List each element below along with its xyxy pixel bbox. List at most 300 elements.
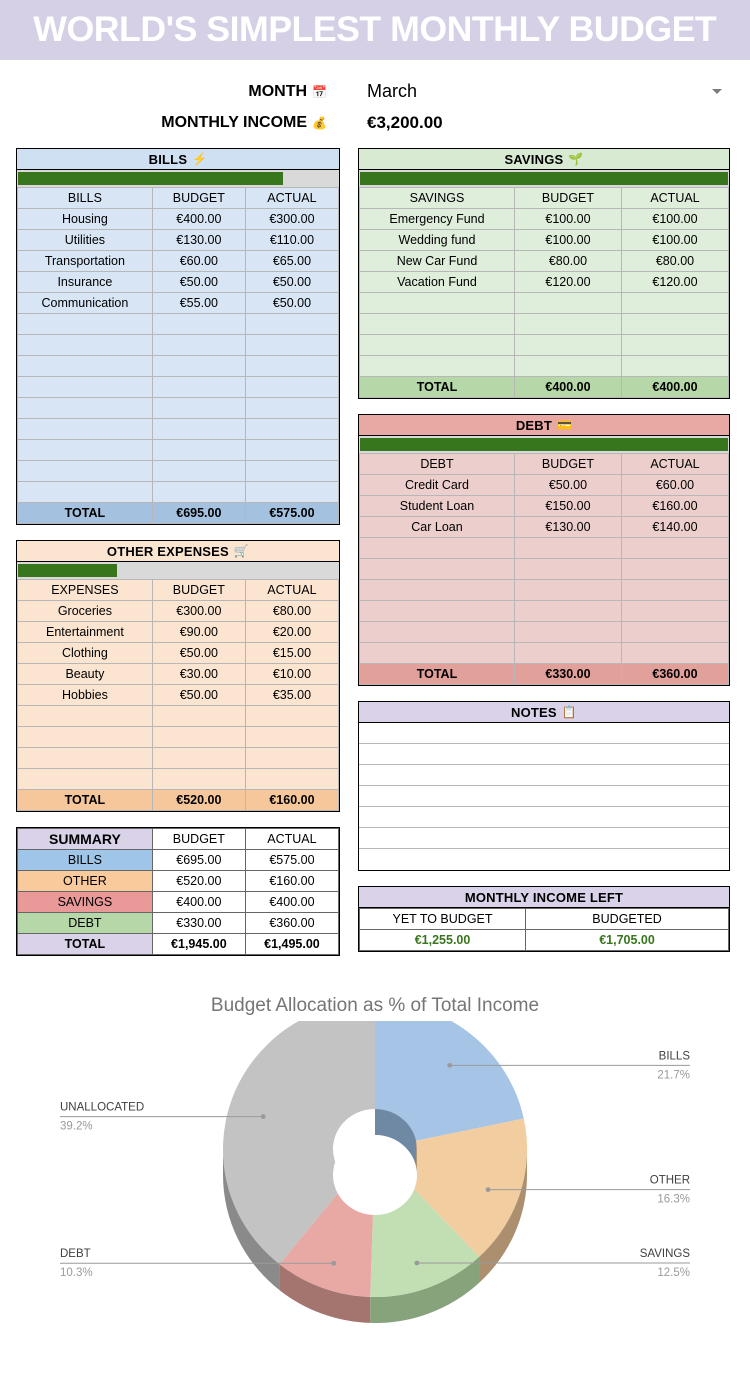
savings-table bbox=[359, 187, 729, 398]
summary-row[interactable] bbox=[18, 892, 339, 913]
table-row[interactable] bbox=[18, 748, 339, 769]
table-row[interactable] bbox=[18, 622, 339, 643]
table-cell[interactable] bbox=[360, 356, 515, 377]
column-header: BILLS bbox=[18, 188, 153, 209]
table-total-row bbox=[18, 503, 339, 524]
column-header: ACTUAL bbox=[245, 829, 338, 850]
debt-title: DEBT bbox=[515, 417, 553, 433]
total-cell: €695.00 bbox=[152, 503, 245, 524]
month-value: March bbox=[367, 81, 418, 101]
table-row[interactable] bbox=[18, 230, 339, 251]
pie-slice-label: BILLS bbox=[658, 1050, 690, 1063]
table-cell[interactable]: Vacation Fund bbox=[360, 272, 515, 293]
table-cell[interactable] bbox=[18, 461, 153, 482]
savings-header bbox=[358, 148, 730, 170]
column-header: ACTUAL bbox=[245, 580, 338, 601]
table-row[interactable] bbox=[18, 398, 339, 419]
table-row[interactable] bbox=[360, 643, 729, 664]
table-header-row bbox=[360, 454, 729, 475]
lightning-icon: ⚡ bbox=[192, 152, 208, 166]
table-cell[interactable]: €50.00 bbox=[152, 272, 245, 293]
table-cell[interactable] bbox=[360, 643, 515, 664]
notes-line[interactable] bbox=[359, 723, 729, 744]
table-cell[interactable] bbox=[245, 398, 338, 419]
table-cell[interactable]: €80.00 bbox=[514, 251, 621, 272]
table-cell[interactable]: €10.00 bbox=[245, 664, 338, 685]
table-header-row bbox=[18, 188, 339, 209]
column-header: BUDGET bbox=[514, 454, 621, 475]
table-cell[interactable] bbox=[621, 622, 728, 643]
table-cell[interactable]: €60.00 bbox=[152, 251, 245, 272]
pie-slice-percent: 21.7% bbox=[657, 1069, 690, 1082]
pie-slice-percent: 16.3% bbox=[657, 1193, 690, 1206]
income-left-table bbox=[359, 908, 729, 951]
column-header: BUDGET bbox=[152, 580, 245, 601]
table-cell[interactable]: €150.00 bbox=[514, 496, 621, 517]
debt-table-wrap bbox=[358, 453, 730, 686]
table-cell[interactable]: €55.00 bbox=[152, 293, 245, 314]
table-cell[interactable]: €100.00 bbox=[621, 230, 728, 251]
total-cell: TOTAL bbox=[18, 503, 153, 524]
summary-total-row bbox=[18, 934, 339, 955]
table-cell[interactable] bbox=[621, 335, 728, 356]
table-cell[interactable]: Beauty bbox=[18, 664, 153, 685]
summary-budget-cell[interactable]: €330.00 bbox=[152, 913, 245, 934]
table-cell[interactable]: €50.00 bbox=[514, 475, 621, 496]
notes-line[interactable] bbox=[359, 828, 729, 849]
table-row[interactable] bbox=[18, 643, 339, 664]
table-cell[interactable]: €90.00 bbox=[152, 622, 245, 643]
notes-line[interactable] bbox=[359, 744, 729, 765]
table-cell[interactable] bbox=[514, 622, 621, 643]
table-row[interactable] bbox=[360, 272, 729, 293]
summary-actual-cell[interactable]: €400.00 bbox=[245, 892, 338, 913]
notes-line[interactable] bbox=[359, 765, 729, 786]
table-cell[interactable] bbox=[152, 314, 245, 335]
debt-header bbox=[358, 414, 730, 436]
table-cell[interactable] bbox=[621, 356, 728, 377]
table-cell[interactable] bbox=[621, 643, 728, 664]
pie-slice-percent: 10.3% bbox=[60, 1267, 93, 1280]
table-header-row bbox=[360, 188, 729, 209]
bills-table bbox=[17, 187, 339, 524]
income-value-cell[interactable] bbox=[345, 113, 750, 133]
summary-category-label: DEBT bbox=[18, 913, 153, 934]
total-cell: €330.00 bbox=[514, 664, 621, 685]
table-cell[interactable] bbox=[514, 601, 621, 622]
table-cell[interactable]: €80.00 bbox=[245, 601, 338, 622]
summary-wrap bbox=[16, 827, 340, 956]
table-row[interactable] bbox=[360, 251, 729, 272]
month-select[interactable] bbox=[345, 81, 750, 102]
debt-card bbox=[358, 414, 730, 686]
budget-allocation-donut-chart bbox=[0, 1021, 750, 1331]
table-cell[interactable] bbox=[18, 356, 153, 377]
table-cell[interactable] bbox=[514, 580, 621, 601]
table-cell[interactable]: Utilities bbox=[18, 230, 153, 251]
summary-actual-cell[interactable]: €360.00 bbox=[245, 913, 338, 934]
income-value: €3,200.00 bbox=[367, 112, 443, 132]
pie-slice-percent: 12.5% bbox=[657, 1266, 690, 1279]
table-cell[interactable] bbox=[621, 580, 728, 601]
column-header: BUDGET bbox=[152, 188, 245, 209]
debt-progress-track bbox=[358, 436, 730, 453]
table-cell[interactable] bbox=[245, 461, 338, 482]
table-row[interactable] bbox=[18, 251, 339, 272]
summary-category-label: OTHER bbox=[18, 871, 153, 892]
table-cell[interactable] bbox=[245, 748, 338, 769]
notes-line[interactable] bbox=[359, 849, 729, 870]
table-row[interactable] bbox=[18, 601, 339, 622]
table-cell[interactable]: New Car Fund bbox=[360, 251, 515, 272]
table-cell[interactable] bbox=[152, 419, 245, 440]
table-cell[interactable] bbox=[152, 769, 245, 790]
table-cell[interactable] bbox=[152, 398, 245, 419]
debt-progress-fill bbox=[360, 438, 728, 451]
table-cell[interactable]: €300.00 bbox=[152, 601, 245, 622]
income-row bbox=[0, 107, 750, 138]
table-cell[interactable]: Emergency Fund bbox=[360, 209, 515, 230]
table-row[interactable] bbox=[360, 475, 729, 496]
table-cell[interactable] bbox=[621, 559, 728, 580]
table-cell[interactable] bbox=[245, 482, 338, 503]
table-cell[interactable] bbox=[621, 293, 728, 314]
summary-category-label: SAVINGS bbox=[18, 892, 153, 913]
table-cell[interactable] bbox=[514, 314, 621, 335]
table-cell[interactable]: Insurance bbox=[18, 272, 153, 293]
table-row[interactable] bbox=[18, 706, 339, 727]
table-cell[interactable]: €400.00 bbox=[152, 209, 245, 230]
table-row[interactable] bbox=[360, 314, 729, 335]
table-row[interactable] bbox=[360, 496, 729, 517]
table-cell[interactable] bbox=[514, 538, 621, 559]
table-cell[interactable] bbox=[18, 440, 153, 461]
table-total-row bbox=[360, 377, 729, 398]
table-cell[interactable] bbox=[514, 643, 621, 664]
summary-table bbox=[17, 828, 339, 955]
other-table bbox=[17, 579, 339, 811]
table-cell[interactable]: €300.00 bbox=[245, 209, 338, 230]
table-cell[interactable]: Clothing bbox=[18, 643, 153, 664]
summary-row[interactable] bbox=[18, 871, 339, 892]
table-row[interactable] bbox=[360, 559, 729, 580]
table-row[interactable] bbox=[360, 230, 729, 251]
column-header: BUDGETED bbox=[526, 909, 729, 930]
table-row[interactable] bbox=[18, 419, 339, 440]
table-cell[interactable] bbox=[621, 314, 728, 335]
chevron-down-icon[interactable] bbox=[712, 89, 722, 94]
table-cell[interactable] bbox=[360, 314, 515, 335]
total-cell: €160.00 bbox=[245, 790, 338, 811]
other-progress-track bbox=[16, 562, 340, 579]
table-row[interactable] bbox=[18, 664, 339, 685]
column-header: ACTUAL bbox=[621, 188, 728, 209]
table-cell[interactable] bbox=[245, 706, 338, 727]
table-row[interactable] bbox=[18, 440, 339, 461]
month-label bbox=[0, 83, 345, 101]
table-cell[interactable] bbox=[152, 727, 245, 748]
table-cell[interactable] bbox=[152, 377, 245, 398]
table-cell[interactable] bbox=[18, 482, 153, 503]
table-cell[interactable]: €30.00 bbox=[152, 664, 245, 685]
table-cell[interactable]: €65.00 bbox=[245, 251, 338, 272]
column-header: BUDGET bbox=[514, 188, 621, 209]
total-cell: €520.00 bbox=[152, 790, 245, 811]
table-cell[interactable] bbox=[245, 377, 338, 398]
table-cell[interactable]: Groceries bbox=[18, 601, 153, 622]
table-row[interactable] bbox=[18, 377, 339, 398]
total-cell: €360.00 bbox=[621, 664, 728, 685]
table-cell[interactable] bbox=[152, 356, 245, 377]
table-cell[interactable]: €100.00 bbox=[514, 209, 621, 230]
table-cell[interactable] bbox=[18, 748, 153, 769]
income-label bbox=[0, 114, 345, 132]
summary-actual-cell[interactable]: €160.00 bbox=[245, 871, 338, 892]
table-cell[interactable] bbox=[514, 559, 621, 580]
other-table-wrap bbox=[16, 579, 340, 812]
table-cell[interactable] bbox=[18, 314, 153, 335]
table-cell[interactable]: Housing bbox=[18, 209, 153, 230]
table-cell[interactable] bbox=[245, 440, 338, 461]
table-cell[interactable]: €140.00 bbox=[621, 517, 728, 538]
table-cell[interactable]: Entertainment bbox=[18, 622, 153, 643]
table-cell[interactable] bbox=[360, 601, 515, 622]
notes-line[interactable] bbox=[359, 807, 729, 828]
column-header: BUDGET bbox=[152, 829, 245, 850]
table-cell[interactable]: Car Loan bbox=[360, 517, 515, 538]
table-total-row bbox=[18, 790, 339, 811]
table-row[interactable] bbox=[18, 769, 339, 790]
table-cell[interactable]: €100.00 bbox=[514, 230, 621, 251]
table-cell[interactable]: Hobbies bbox=[18, 685, 153, 706]
table-cell[interactable]: €15.00 bbox=[245, 643, 338, 664]
table-cell[interactable] bbox=[360, 293, 515, 314]
table-cell[interactable]: €50.00 bbox=[245, 272, 338, 293]
total-cell: TOTAL bbox=[18, 790, 153, 811]
table-row[interactable] bbox=[360, 622, 729, 643]
table-cell[interactable] bbox=[514, 356, 621, 377]
income-left-header-row bbox=[360, 909, 729, 930]
income-left-value: €1,705.00 bbox=[526, 930, 729, 951]
table-cell[interactable] bbox=[18, 727, 153, 748]
clipboard-icon: 📋 bbox=[561, 705, 577, 719]
savings-progress-fill bbox=[360, 172, 728, 185]
table-cell[interactable] bbox=[18, 706, 153, 727]
table-cell[interactable]: Wedding fund bbox=[360, 230, 515, 251]
column-header: SAVINGS bbox=[360, 188, 515, 209]
bills-title: BILLS bbox=[148, 151, 188, 167]
table-row[interactable] bbox=[360, 517, 729, 538]
savings-table-wrap bbox=[358, 187, 730, 399]
table-row[interactable] bbox=[360, 293, 729, 314]
table-cell[interactable]: €35.00 bbox=[245, 685, 338, 706]
seedling-icon: 🌱 bbox=[568, 152, 584, 166]
table-cell[interactable] bbox=[514, 335, 621, 356]
bills-header bbox=[16, 148, 340, 170]
table-cell[interactable] bbox=[18, 377, 153, 398]
table-cell[interactable]: €50.00 bbox=[152, 685, 245, 706]
other-progress-fill bbox=[18, 564, 117, 577]
table-total-row bbox=[360, 664, 729, 685]
top-info-block bbox=[0, 60, 750, 148]
right-column bbox=[358, 148, 730, 967]
table-cell[interactable]: €160.00 bbox=[621, 496, 728, 517]
pie-leader-dot bbox=[261, 1114, 266, 1119]
total-cell: TOTAL bbox=[360, 664, 515, 685]
table-cell[interactable] bbox=[514, 293, 621, 314]
page-banner bbox=[0, 0, 750, 60]
table-cell[interactable] bbox=[360, 559, 515, 580]
total-cell: €575.00 bbox=[245, 503, 338, 524]
total-cell: €400.00 bbox=[514, 377, 621, 398]
table-row[interactable] bbox=[360, 601, 729, 622]
summary-title-cell: SUMMARY bbox=[18, 829, 153, 850]
summary-card bbox=[16, 827, 340, 956]
table-cell[interactable] bbox=[245, 727, 338, 748]
notes-body bbox=[358, 723, 730, 871]
pie-slice-label: OTHER bbox=[649, 1174, 690, 1187]
table-cell[interactable]: €110.00 bbox=[245, 230, 338, 251]
income-left-card bbox=[358, 886, 730, 952]
table-header-row bbox=[18, 580, 339, 601]
notes-line[interactable] bbox=[359, 786, 729, 807]
table-cell[interactable]: €60.00 bbox=[621, 475, 728, 496]
table-row[interactable] bbox=[18, 314, 339, 335]
notes-header bbox=[358, 701, 730, 723]
table-cell[interactable] bbox=[152, 335, 245, 356]
savings-card bbox=[358, 148, 730, 399]
table-cell[interactable] bbox=[152, 482, 245, 503]
table-cell[interactable] bbox=[621, 538, 728, 559]
table-cell[interactable] bbox=[152, 440, 245, 461]
summary-row[interactable] bbox=[18, 850, 339, 871]
table-cell[interactable] bbox=[18, 419, 153, 440]
shopping-cart-icon: 🛒 bbox=[233, 544, 250, 558]
income-left-values-row bbox=[360, 930, 729, 951]
table-cell[interactable] bbox=[245, 419, 338, 440]
notes-title: NOTES bbox=[511, 704, 557, 720]
income-left-header bbox=[358, 886, 730, 908]
table-row[interactable] bbox=[360, 335, 729, 356]
month-row bbox=[0, 76, 750, 107]
table-cell[interactable] bbox=[152, 748, 245, 769]
money-bag-icon: 💰 bbox=[312, 115, 327, 130]
table-row[interactable] bbox=[360, 209, 729, 230]
summary-row[interactable] bbox=[18, 913, 339, 934]
bills-progress-track bbox=[16, 170, 340, 187]
table-row[interactable] bbox=[18, 272, 339, 293]
table-cell[interactable]: Transportation bbox=[18, 251, 153, 272]
table-cell[interactable] bbox=[360, 622, 515, 643]
summary-header-row bbox=[18, 829, 339, 850]
table-cell[interactable]: Credit Card bbox=[360, 475, 515, 496]
pie-slice-label: DEBT bbox=[60, 1248, 91, 1261]
credit-card-icon: 💳 bbox=[557, 418, 573, 432]
table-cell[interactable]: €130.00 bbox=[514, 517, 621, 538]
table-cell[interactable] bbox=[360, 580, 515, 601]
summary-budget-cell[interactable]: €695.00 bbox=[152, 850, 245, 871]
table-cell[interactable] bbox=[245, 335, 338, 356]
column-header: ACTUAL bbox=[621, 454, 728, 475]
table-cell[interactable]: €50.00 bbox=[245, 293, 338, 314]
pie-leader-dot bbox=[415, 1261, 420, 1266]
table-row[interactable] bbox=[18, 727, 339, 748]
table-cell[interactable]: €120.00 bbox=[514, 272, 621, 293]
table-cell[interactable]: €80.00 bbox=[621, 251, 728, 272]
column-header: YET TO BUDGET bbox=[360, 909, 526, 930]
table-row[interactable] bbox=[360, 356, 729, 377]
other-expenses-card bbox=[16, 540, 340, 812]
column-header: ACTUAL bbox=[245, 188, 338, 209]
summary-budget-cell[interactable]: €520.00 bbox=[152, 871, 245, 892]
table-cell[interactable]: €100.00 bbox=[621, 209, 728, 230]
total-label: TOTAL bbox=[18, 934, 153, 955]
table-cell[interactable] bbox=[245, 769, 338, 790]
total-budget: €1,945.00 bbox=[152, 934, 245, 955]
table-row[interactable] bbox=[18, 461, 339, 482]
chart-section bbox=[0, 995, 750, 1345]
total-cell: €400.00 bbox=[621, 377, 728, 398]
table-row[interactable] bbox=[18, 335, 339, 356]
donut-hole bbox=[333, 1135, 417, 1215]
table-row[interactable] bbox=[18, 209, 339, 230]
table-row[interactable] bbox=[360, 580, 729, 601]
column-header: DEBT bbox=[360, 454, 515, 475]
table-row[interactable] bbox=[360, 538, 729, 559]
table-cell[interactable] bbox=[360, 335, 515, 356]
summary-category-label: BILLS bbox=[18, 850, 153, 871]
table-cell[interactable]: €20.00 bbox=[245, 622, 338, 643]
table-cell[interactable]: €50.00 bbox=[152, 643, 245, 664]
summary-budget-cell[interactable]: €400.00 bbox=[152, 892, 245, 913]
table-row[interactable] bbox=[18, 293, 339, 314]
income-left-wrap bbox=[358, 908, 730, 952]
notes-card bbox=[358, 701, 730, 871]
table-cell[interactable] bbox=[18, 398, 153, 419]
savings-progress-track bbox=[358, 170, 730, 187]
table-cell[interactable] bbox=[245, 356, 338, 377]
table-cell[interactable]: €120.00 bbox=[621, 272, 728, 293]
table-cell[interactable] bbox=[245, 314, 338, 335]
pie-leader-dot bbox=[331, 1261, 336, 1266]
table-cell[interactable]: Student Loan bbox=[360, 496, 515, 517]
table-cell[interactable]: Communication bbox=[18, 293, 153, 314]
income-left-value: €1,255.00 bbox=[360, 930, 526, 951]
table-cell[interactable] bbox=[360, 538, 515, 559]
bills-progress-fill bbox=[18, 172, 283, 185]
left-column bbox=[16, 148, 340, 971]
total-actual: €1,495.00 bbox=[245, 934, 338, 955]
debt-table bbox=[359, 453, 729, 685]
table-cell[interactable]: €130.00 bbox=[152, 230, 245, 251]
bills-table-wrap bbox=[16, 187, 340, 525]
table-cell[interactable] bbox=[621, 601, 728, 622]
chart-title: Budget Allocation as % of Total Income bbox=[210, 995, 540, 1016]
column-header: EXPENSES bbox=[18, 580, 153, 601]
table-cell[interactable] bbox=[18, 335, 153, 356]
summary-actual-cell[interactable]: €575.00 bbox=[245, 850, 338, 871]
savings-title: SAVINGS bbox=[504, 151, 564, 167]
table-cell[interactable] bbox=[18, 769, 153, 790]
table-cell[interactable] bbox=[152, 706, 245, 727]
table-row[interactable] bbox=[18, 482, 339, 503]
content-columns bbox=[0, 148, 750, 971]
other-header bbox=[16, 540, 340, 562]
table-cell[interactable] bbox=[152, 461, 245, 482]
table-row[interactable] bbox=[18, 356, 339, 377]
income-left-title: MONTHLY INCOME LEFT bbox=[464, 889, 624, 905]
table-row[interactable] bbox=[18, 685, 339, 706]
